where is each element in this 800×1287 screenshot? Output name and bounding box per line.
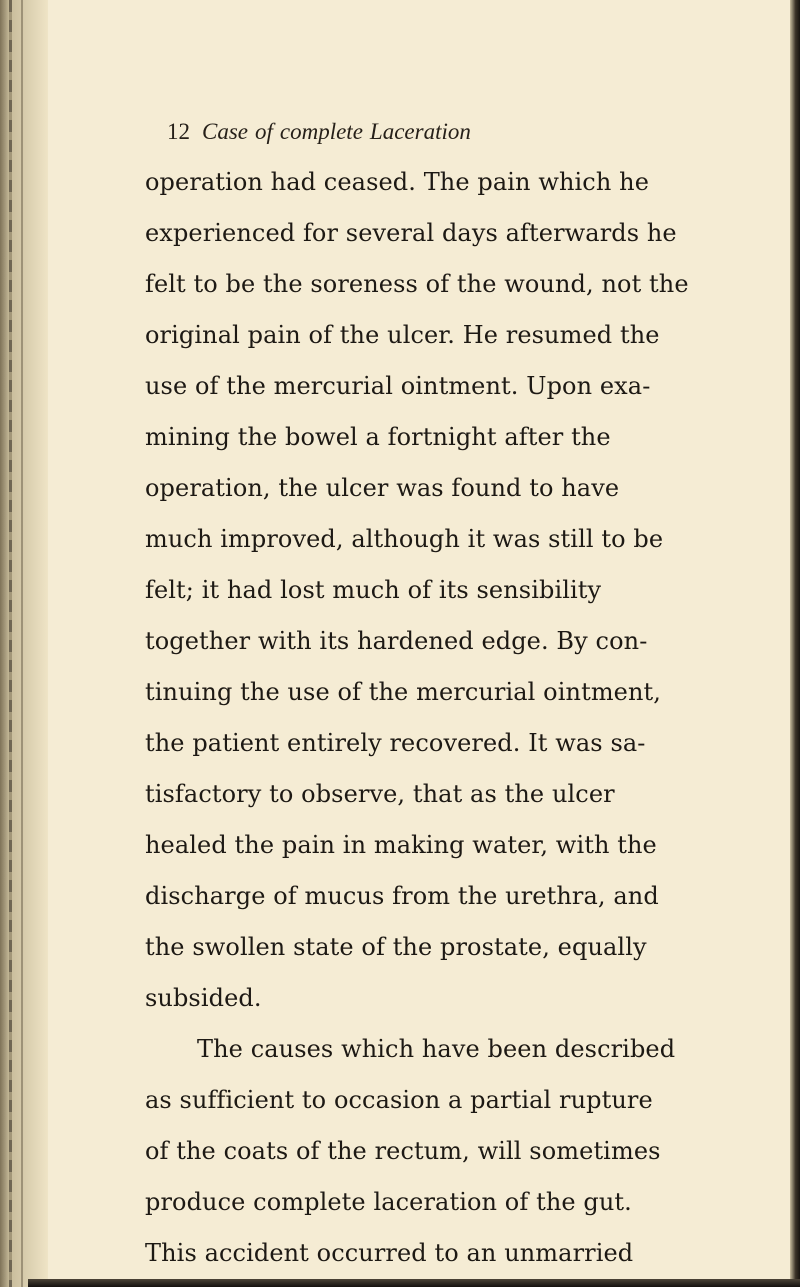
text-line: together with its hardened edge. By con- [145, 627, 648, 655]
text-line: experienced for several days afterwards he [145, 219, 677, 247]
text-line: of the coats of the rectum, will sometimes [145, 1137, 661, 1165]
running-title-word: complete [279, 119, 363, 144]
page-edge-shadow [790, 0, 800, 1287]
running-title-word: of [255, 119, 273, 144]
text-line: original pain of the ulcer. He resumed the [145, 321, 660, 349]
running-head [167, 120, 627, 156]
text-line: tisfactory to observe, that as the ulcer [145, 780, 615, 808]
running-title-word: Laceration [369, 119, 471, 144]
running-title [202, 120, 471, 143]
paragraph-first-line: The causes which have been described [197, 1035, 676, 1063]
text-line: healed the pain in making water, with the [145, 831, 657, 859]
text-line: use of the mercurial ointment. Upon exa- [145, 372, 651, 400]
text-line: This accident occurred to an unmarried [145, 1239, 634, 1267]
text-line: as sufficient to occasion a partial rupture [145, 1086, 653, 1114]
text-line: much improved, although it was still to be [145, 525, 664, 553]
text-line: discharge of mucus from the urethra, and [145, 882, 659, 910]
text-line: felt; it had lost much of its sensibility [145, 576, 602, 604]
running-title-word: Case [202, 119, 248, 144]
text-line: subsided. [145, 984, 262, 1012]
text-line: operation had ceased. The pain which he [145, 168, 649, 196]
text-line: operation, the ulcer was found to have [145, 474, 620, 502]
text-line: the patient entirely recovered. It was sa- [145, 729, 646, 757]
binding-edge [0, 0, 48, 1287]
text-line: felt to be the soreness of the wound, not the [145, 270, 689, 298]
text-line: produce complete laceration of the gut. [145, 1188, 632, 1216]
page-number: 12 [167, 119, 190, 144]
text-line: the swollen state of the prostate, equally [145, 933, 647, 961]
bottom-page-edge [28, 1279, 800, 1287]
text-line: tinuing the use of the mercurial ointment, [145, 678, 662, 706]
text-line: mining the bowel a fortnight after the [145, 423, 611, 451]
